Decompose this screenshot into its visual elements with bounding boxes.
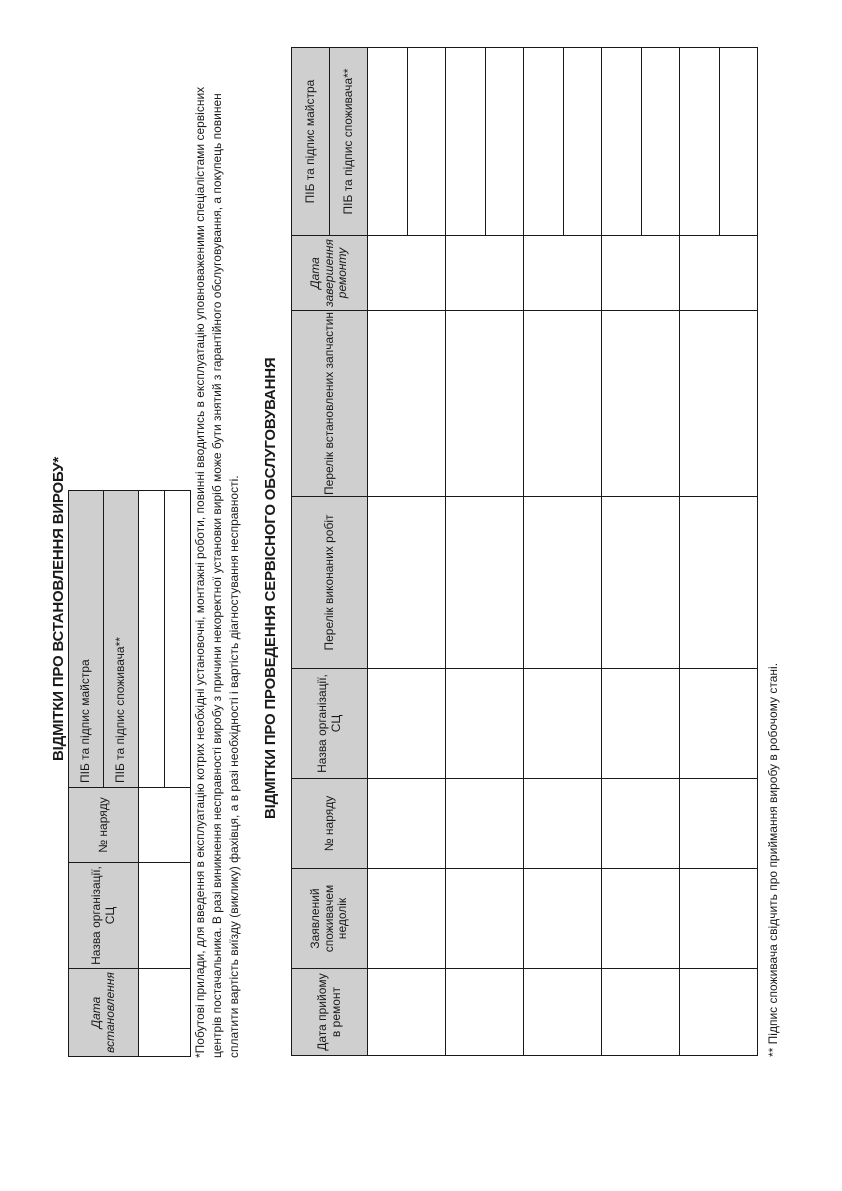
service-order-header: № наряду xyxy=(292,779,368,869)
service-date-received-cell[interactable] xyxy=(368,969,446,1056)
service-date-done-cell[interactable] xyxy=(446,236,524,311)
service-master-cell[interactable] xyxy=(368,48,408,236)
service-parts-cell[interactable] xyxy=(680,311,758,497)
service-parts-cell[interactable] xyxy=(524,311,602,497)
service-org-cell[interactable] xyxy=(524,669,602,779)
service-order-cell[interactable] xyxy=(368,779,446,869)
service-parts-cell[interactable] xyxy=(602,311,680,497)
service-consumer-cell[interactable] xyxy=(408,48,446,236)
installation-consumer-cell[interactable] xyxy=(165,491,191,788)
service-order-cell[interactable] xyxy=(446,779,524,869)
service-works-header: Перелік виконаних робіт xyxy=(292,497,368,669)
service-date-done-cell[interactable] xyxy=(368,236,446,311)
service-date-received-cell[interactable] xyxy=(602,969,680,1056)
service-master-cell[interactable] xyxy=(524,48,564,236)
service-date-received-cell[interactable] xyxy=(446,969,524,1056)
service-master-cell[interactable] xyxy=(446,48,486,236)
installation-footnote xyxy=(192,58,242,1058)
footnote-line-1: *Побутові прилади, для введення в експлуатацію котрих необхідні установочні, монтажні роботи, повинні вводитись в експлуатацію уповноваженими спеціалістами сервісних xyxy=(193,86,207,1058)
service-row xyxy=(524,48,564,1056)
installation-date-header: Дата встановлення xyxy=(69,969,139,1057)
service-row xyxy=(446,48,486,1056)
installation-consumer-header: ПІБ та підпис споживача** xyxy=(104,491,139,788)
service-order-cell[interactable] xyxy=(680,779,758,869)
service-org-cell[interactable] xyxy=(368,669,446,779)
service-complaint-cell[interactable] xyxy=(446,869,524,969)
service-date-done-header: Дата завершення ремонту xyxy=(292,236,368,311)
service-master-header: ПІБ та підпис майстра xyxy=(292,48,330,236)
service-complaint-cell[interactable] xyxy=(602,869,680,969)
service-order-cell[interactable] xyxy=(602,779,680,869)
service-works-cell[interactable] xyxy=(680,497,758,669)
service-date-received-cell[interactable] xyxy=(680,969,758,1056)
installation-org-header: Назва організації, СЦ xyxy=(69,863,139,969)
installation-table xyxy=(68,490,191,1057)
service-date-received-cell[interactable] xyxy=(524,969,602,1056)
service-parts-header: Перелік встановлених запчастин xyxy=(292,311,368,497)
service-parts-cell[interactable] xyxy=(446,311,524,497)
installation-title: ВІДМІТКИ ПРО ВСТАНОВЛЕННЯ ВИРОБУ* xyxy=(50,457,67,761)
service-complaint-header: Заявлений споживачем недолік xyxy=(292,869,368,969)
service-complaint-cell[interactable] xyxy=(524,869,602,969)
service-table xyxy=(291,47,758,1056)
service-date-done-cell[interactable] xyxy=(524,236,602,311)
service-row xyxy=(368,48,408,1056)
consumer-signature-note: ** Підпис споживача свідчить про приймання виробу в робочому стані. xyxy=(766,662,780,1057)
service-works-cell[interactable] xyxy=(368,497,446,669)
service-consumer-cell[interactable] xyxy=(720,48,758,236)
installation-master-cell[interactable] xyxy=(139,491,165,788)
service-complaint-cell[interactable] xyxy=(680,869,758,969)
service-works-cell[interactable] xyxy=(446,497,524,669)
installation-org-cell[interactable] xyxy=(139,863,191,969)
service-org-header: Назва організації, СЦ xyxy=(292,669,368,779)
service-consumer-cell[interactable] xyxy=(642,48,680,236)
service-master-cell[interactable] xyxy=(602,48,642,236)
service-date-received-header: Дата прийому в ремонт xyxy=(292,969,368,1056)
service-row xyxy=(680,48,720,1056)
service-org-cell[interactable] xyxy=(680,669,758,779)
service-master-cell[interactable] xyxy=(680,48,720,236)
service-consumer-cell[interactable] xyxy=(486,48,524,236)
service-org-cell[interactable] xyxy=(602,669,680,779)
footnote-line-2: центрів постачальника. В разі виникнення несправності виробу з причини некоректної установки виріб може бути знятий з гарантійного обслуговування, а покупець повинен xyxy=(209,93,224,1058)
service-order-cell[interactable] xyxy=(524,779,602,869)
service-parts-cell[interactable] xyxy=(368,311,446,497)
installation-order-cell[interactable] xyxy=(139,788,191,863)
installation-date-cell[interactable] xyxy=(139,969,191,1057)
service-works-cell[interactable] xyxy=(602,497,680,669)
service-complaint-cell[interactable] xyxy=(368,869,446,969)
service-consumer-cell[interactable] xyxy=(564,48,602,236)
service-works-cell[interactable] xyxy=(524,497,602,669)
footnote-line-3: сплатити вартість виїзду (виклику) фахівця, а в разі необхідності і вартість діагностування несправності. xyxy=(226,475,241,1058)
installation-order-header: № наряду xyxy=(69,788,139,863)
service-date-done-cell[interactable] xyxy=(602,236,680,311)
service-consumer-header: ПІБ та підпис споживача** xyxy=(330,48,368,236)
service-row xyxy=(602,48,642,1056)
installation-master-header: ПІБ та підпис майстра xyxy=(69,491,104,788)
service-title: ВІДМІТКИ ПРО ПРОВЕДЕННЯ СЕРВІСНОГО ОБСЛУГОВУВАННЯ xyxy=(262,357,279,819)
service-org-cell[interactable] xyxy=(446,669,524,779)
service-date-done-cell[interactable] xyxy=(680,236,758,311)
